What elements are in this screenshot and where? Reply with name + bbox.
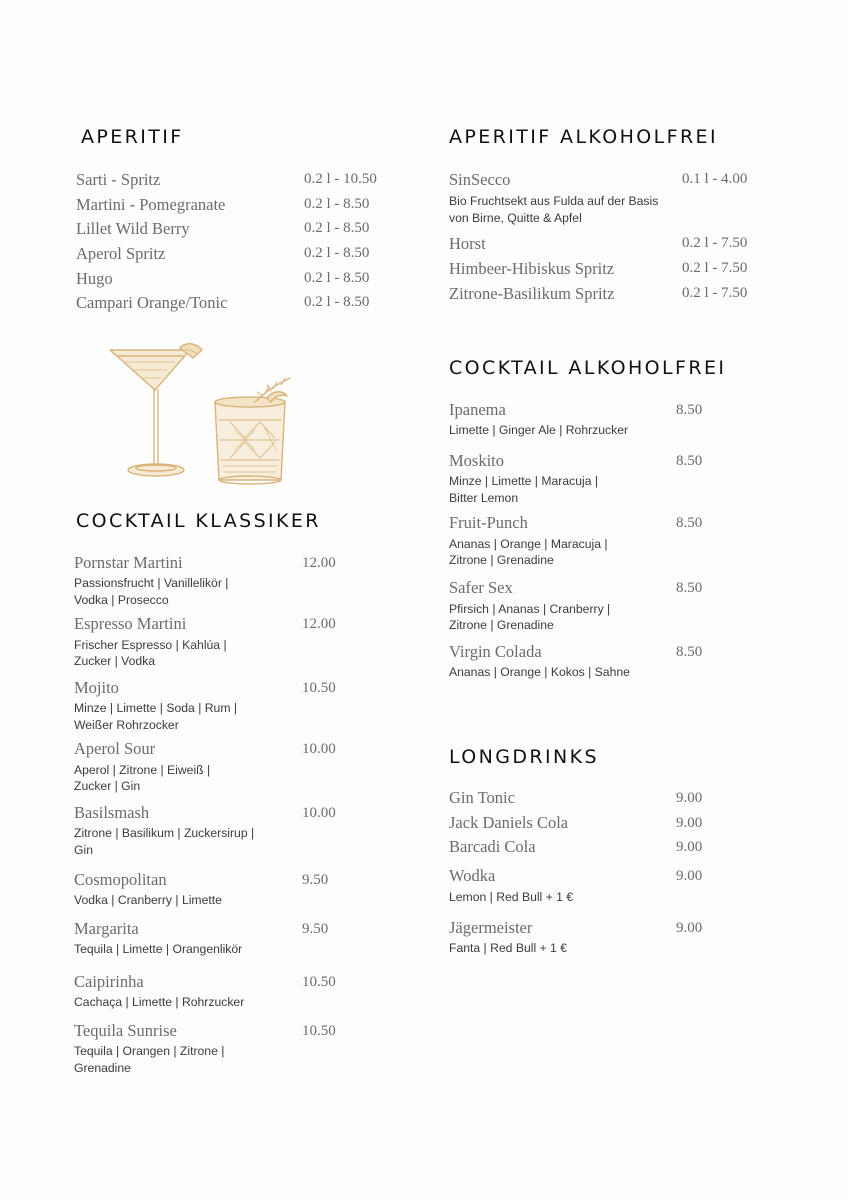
menu-item-description: Gin [74,843,93,857]
menu-item-price: 0.2 l - 8.50 [304,270,370,286]
menu-item-price: 9.00 [676,839,703,855]
menu-item-description: Weißer Rohrzocker [74,718,179,732]
menu-item-price: 10.00 [302,805,336,821]
section-title-longdrinks: LONGDRINKS [449,746,599,768]
menu-item-name: Gin Tonic [449,788,515,807]
menu-item-price: 10.50 [302,1023,336,1039]
menu-item-price: 9.00 [676,790,703,806]
menu-item-description: Frischer Espresso | Kahlúa | [74,638,227,652]
menu-item-price: 0.2 l - 8.50 [304,294,370,310]
menu-item-name: Caipirinha [74,972,144,991]
menu-item-description: Passionsfrucht | Vanillelikör | [74,576,229,590]
menu-item-name: Mojito [74,678,119,697]
menu-item-description: Tequila | Orangen | Zitrone | [74,1044,225,1058]
menu-item-name: Wodka [449,866,496,885]
menu-item-price: 0.2 l - 7.50 [682,285,748,301]
menu-item-name: Horst [449,234,486,253]
menu-item-description: Zitrone | Grenadine [449,618,554,632]
menu-item-name: Sarti - Spritz [76,170,161,189]
section-title-cocktail-klassiker: COCKTAIL KLASSIKER [76,510,321,532]
menu-item-name: Safer Sex [449,578,513,597]
menu-item-price: 0.2 l - 7.50 [682,260,748,276]
menu-item-price: 10.50 [302,974,336,990]
menu-item-price: 0.2 l - 10.50 [304,171,377,187]
menu-item-name: Barcadi Cola [449,837,536,856]
menu-item-name: Aperol Sour [74,739,156,758]
menu-item-name: Espresso Martini [74,614,187,633]
menu-item-price: 0.1 l - 4.00 [682,171,748,187]
menu-item-name: SinSecco [449,170,511,189]
menu-item-name: Hugo [76,269,113,288]
menu-item-price: 0.2 l - 8.50 [304,220,370,236]
menu-item-name: Pornstar Martini [74,553,183,572]
menu-item-description: Bitter Lemon [449,491,519,505]
section-title-aperitif-alkoholfrei: APERITIF ALKOHOLFREI [449,126,718,148]
menu-item-name: Himbeer-Hibiskus Spritz [449,259,615,278]
menu-item-description: Bio Fruchtsekt aus Fulda auf der Basis [449,194,659,208]
menu-item-price: 8.50 [676,644,703,660]
menu-item-description: Minze | Limette | Maracuja | [449,474,599,488]
menu-item-price: 9.50 [302,921,329,937]
cocktail-glasses-illustration-icon [105,340,300,485]
menu-item-price: 0.2 l - 8.50 [304,245,370,261]
menu-item-description: Vodka | Cranberry | Limette [74,893,222,907]
menu-item-name: Ipanema [449,400,506,419]
menu-item-description: Fanta | Red Bull + 1 € [449,941,568,955]
menu-item-price: 8.50 [676,402,703,418]
menu-item-name: Campari Orange/Tonic [76,293,228,312]
section-title-cocktail-alkoholfrei: COCKTAIL ALKOHOLFREI [449,357,727,379]
menu-item-description: Limette | Ginger Ale | Rohrzucker [449,423,629,437]
section-title-aperitif: APERITIF [81,126,184,148]
menu-item-price: 8.50 [676,453,703,469]
menu-item-name: Jack Daniels Cola [449,813,569,832]
menu-item-description: Pfirsich | Ananas | Cranberry | [449,602,611,616]
menu-item-price: 0.2 l - 8.50 [304,196,370,212]
menu-item-description: Aperol | Zitrone | Eiweiß | [74,763,211,777]
menu-item-name: Basilsmash [74,803,150,822]
menu-item-description: Zitrone | Basilikum | Zuckersirup | [74,826,255,840]
menu-item-name: Fruit-Punch [449,513,528,532]
menu-item-price: 8.50 [676,515,703,531]
menu-item-description: Tequila | Limette | Orangenlikör [74,942,243,956]
menu-item-description: Grenadine [74,1061,131,1075]
menu-item-price: 12.00 [302,555,336,571]
menu-item-description: Minze | Limette | Soda | Rum | [74,701,238,715]
menu-item-name: Aperol Spritz [76,244,166,263]
menu-item-name: Tequila Sunrise [74,1021,177,1040]
menu-item-name: Lillet Wild Berry [76,219,190,238]
menu-item-price: 9.50 [302,872,329,888]
menu-item-description: Zucker | Gin [74,779,141,793]
menu-item-description: Vodka | Prosecco [74,593,169,607]
menu-item-name: Margarita [74,919,139,938]
menu-item-price: 9.00 [676,815,703,831]
menu-item-price: 0.2 l - 7.50 [682,235,748,251]
menu-item-price: 10.00 [302,741,336,757]
menu-item-name: Cosmopolitan [74,870,167,889]
menu-item-price: 9.00 [676,868,703,884]
menu-item-name: Jägermeister [449,918,533,937]
menu-item-price: 9.00 [676,920,703,936]
menu-item-price: 12.00 [302,616,336,632]
menu-item-description: Zucker | Vodka [74,654,156,668]
menu-item-price: 10.50 [302,680,336,696]
menu-item-description: Ananas | Orange | Kokos | Sahne [449,665,630,679]
menu-item-description: Lemon | Red Bull + 1 € [449,890,574,904]
menu-item-price: 8.50 [676,580,703,596]
menu-item-description: Cachaça | Limette | Rohrzucker [74,995,245,1009]
menu-item-name: Zitrone-Basilikum Spritz [449,284,615,303]
menu-item-name: Martini - Pomegranate [76,195,226,214]
menu-item-description: von Birne, Quitte & Apfel [449,211,582,225]
menu-item-name: Virgin Colada [449,642,542,661]
menu-item-description: Ananas | Orange | Maracuja | [449,537,608,551]
menu-item-name: Moskito [449,451,505,470]
menu-item-description: Zitrone | Grenadine [449,553,554,567]
